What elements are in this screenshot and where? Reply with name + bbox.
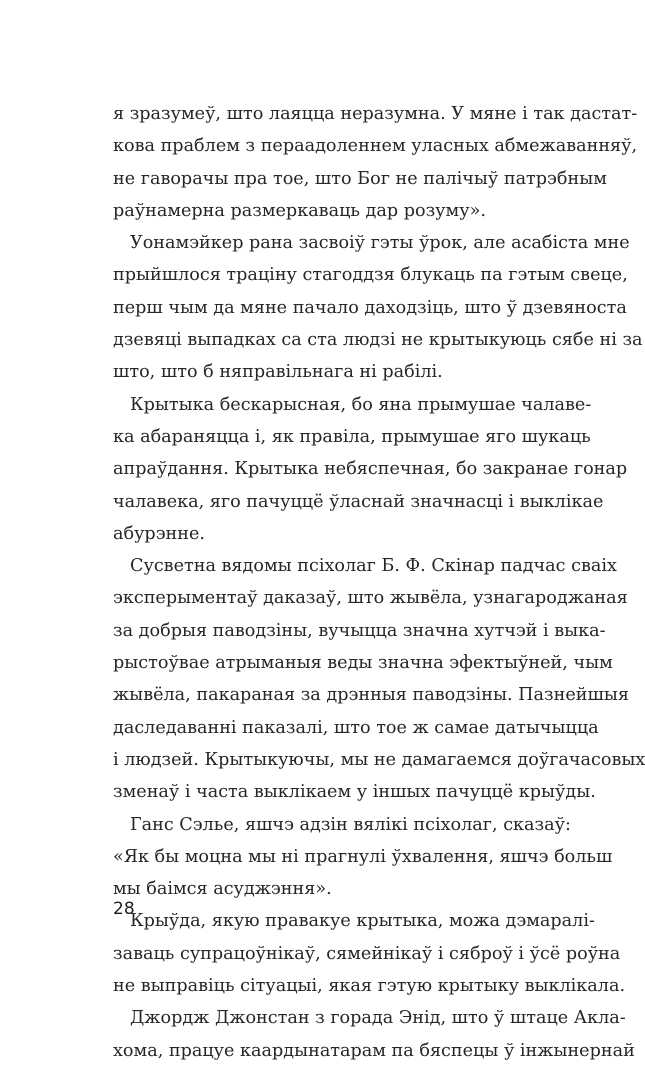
text-line: Ганс Сэлье, яшчэ адзін вялікі псіхолаг, сказаў: xyxy=(130,814,571,835)
text-line: апраўдання. Крытыка небяспечная, бо закранае гонар xyxy=(113,459,628,480)
text-line: Крытыка бескарысная, бо яна прымушае чалаве- xyxy=(130,394,592,415)
text-line: «Як бы моцна мы ні прагнулі ўхвалення, яшчэ больш xyxy=(113,846,613,867)
text-line: я зразумеў, што лаяцца неразумна. У мяне і так дастат- xyxy=(113,104,638,124)
text-line: рыстоўвае атрыманыя веды значна эфектыўней, чым xyxy=(113,653,613,674)
text-line: заваць супрацоўнікаў, сямейнікаў і сяброў і ўсё роўна xyxy=(113,943,621,964)
text-line: раўнамерна размеркаваць дар розуму». xyxy=(113,200,486,221)
text-line: эксперыментаў даказаў, што жывёла, узнагароджаная xyxy=(113,588,628,609)
text-line: не гаворачы пра тое, што Бог не палічыў патрэбным xyxy=(113,168,607,189)
text-line: дзевяці выпадках са ста людзі не крытыкуюць сябе ні за xyxy=(113,330,643,351)
text-line: абурэнне. xyxy=(113,523,206,544)
text-line: Джордж Джонстан з горада Энід, што ў штаце Акла- xyxy=(130,1008,626,1029)
text-line: прыйшлося трацiну стагоддзя блукаць па гэтым свеце, xyxy=(113,265,628,286)
text-line: хома, працуе каардынатарам па бяспецы ў інжынернай xyxy=(113,1040,635,1061)
text-line: жывёла, пакараная за дрэнныя паводзіны. Пазнейшыя xyxy=(113,685,629,706)
text-line: Сусветна вядомы псіхолаг Б. Ф. Скінар падчас сваіх xyxy=(130,556,617,577)
text-line: і людзей. Крытыкуючы, мы не дамагаемся доўгачасовых xyxy=(113,749,645,770)
text-line: мы баімся асуджэння». xyxy=(113,879,332,900)
page-number: 28 xyxy=(113,899,135,919)
text-line: перш чым да мяне пачало даходзіць, што ў дзевяноста xyxy=(113,297,627,318)
text-line: зменаў і часта выклікаем у іншых пачуццё крыўды. xyxy=(113,782,596,803)
body-text xyxy=(113,98,645,1067)
text-line: за добрыя паводзіны, вучыцца значна хутчэй і выка- xyxy=(113,620,606,641)
text-line: не выправіць сітуацыі, якая гэтую крытыку выклікала. xyxy=(113,976,626,997)
text-line: Уонамэйкер рана засвоіў гэты ўрок, але асабіста мне xyxy=(130,233,630,254)
text-line: даследаванні паказалі, што тое ж самае датычыцца xyxy=(113,717,599,738)
text-line: ка абараняцца і, як правіла, прымушае яго шукаць xyxy=(113,426,591,447)
text-line: чалавека, яго пачуццё ўласнай значнасці і выклікае xyxy=(113,491,604,512)
text-line: Крыўда, якую правакуе крытыка, можа дэмаралі- xyxy=(130,911,595,932)
text-line: кова праблем з пераадоленнем уласных абмежаванняў, xyxy=(113,136,638,157)
text-line: што, што б няправільнага ні рабілі. xyxy=(113,362,443,383)
